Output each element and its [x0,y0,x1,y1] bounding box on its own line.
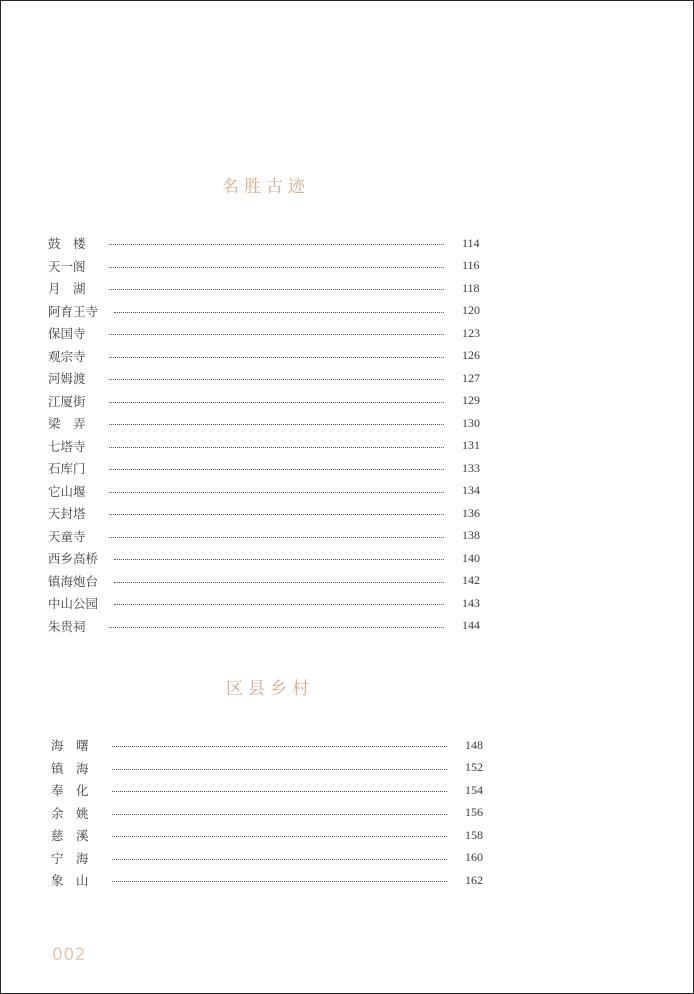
toc-entry[interactable] [51,824,491,847]
toc-dot-leader [109,267,444,268]
toc-entry[interactable] [48,367,488,390]
toc-list-scenic-sites [48,232,488,637]
toc-dot-leader [109,402,444,403]
toc-entry-label: 保国寺 [48,326,86,342]
toc-entry[interactable] [48,345,488,368]
toc-dot-leader [109,469,444,470]
toc-entry[interactable] [48,525,488,548]
toc-entry[interactable] [51,779,491,802]
toc-entry-page-number: 127 [462,370,480,385]
toc-entry[interactable] [48,570,488,593]
toc-entry-page-number: 129 [462,393,480,408]
toc-entry-label: 石库门 [48,461,86,477]
toc-entry-page-number: 136 [462,505,480,520]
toc-entry-label: 镇 海 [51,760,89,776]
toc-entry-page-number: 131 [462,438,480,453]
toc-entry-label: 月 湖 [48,281,86,297]
toc-entry-label: 海 曙 [51,738,89,754]
toc-entry-page-number: 123 [462,325,480,340]
toc-entry[interactable] [48,435,488,458]
toc-entry[interactable] [48,547,488,570]
toc-entry[interactable] [48,277,488,300]
toc-entry-label: 中山公园 [48,596,99,612]
toc-dot-leader [109,514,444,515]
toc-dot-leader [109,357,444,358]
toc-entry-label: 西乡高桥 [48,551,99,567]
toc-dot-leader [109,334,444,335]
toc-entry-page-number: 144 [462,618,480,633]
toc-entry[interactable] [48,322,488,345]
toc-entry-page-number: 126 [462,348,480,363]
toc-dot-leader [112,814,447,815]
toc-dot-leader [112,791,447,792]
toc-dot-leader [109,244,444,245]
toc-entry-label: 梁 弄 [48,416,86,432]
toc-entry[interactable] [48,412,488,435]
toc-entry-label: 宁 海 [51,850,89,866]
toc-dot-leader [109,447,444,448]
toc-entry-page-number: 154 [465,782,483,797]
toc-entry[interactable] [48,502,488,525]
toc-entry-label: 余 姚 [51,805,89,821]
toc-dot-leader [112,769,447,770]
toc-entry-page-number: 138 [462,528,480,543]
toc-entry-page-number: 130 [462,415,480,430]
toc-entry[interactable] [48,480,488,503]
toc-dot-leader [114,604,444,605]
toc-entry-label: 鼓 楼 [48,236,86,252]
toc-entry[interactable] [48,300,488,323]
toc-entry[interactable] [51,869,491,892]
toc-entry-label: 天封塔 [48,506,86,522]
toc-entry-label: 天童寺 [48,528,86,544]
toc-dot-leader [114,312,444,313]
page-number: 002 [52,945,86,965]
toc-entry-page-number: 140 [462,550,480,565]
toc-entry-page-number: 158 [465,827,483,842]
toc-entry-label: 它山堰 [48,483,86,499]
section-title-districts: 区县乡村 [226,679,314,699]
section-title-scenic-sites: 名胜古迹 [222,177,310,197]
toc-entry-label: 七塔寺 [48,438,86,454]
toc-entry-page-number: 156 [465,805,483,820]
toc-dot-leader [112,836,447,837]
toc-entry-page-number: 133 [462,460,480,475]
toc-entry[interactable] [51,802,491,825]
toc-entry-page-number: 116 [462,258,480,273]
toc-dot-leader [112,859,447,860]
toc-entry[interactable] [48,592,488,615]
toc-dot-leader [109,492,444,493]
toc-entry-page-number: 152 [465,760,483,775]
toc-entry[interactable] [48,457,488,480]
toc-dot-leader [112,881,447,882]
toc-entry-page-number: 120 [462,303,480,318]
toc-entry-label: 镇海炮台 [48,573,99,589]
toc-dot-leader [112,746,447,747]
toc-entry-label: 朱贵祠 [48,618,86,634]
toc-entry-label: 天一阁 [48,258,86,274]
toc-dot-leader [109,537,444,538]
toc-entry-page-number: 134 [462,483,480,498]
toc-entry-label: 江厦街 [48,393,86,409]
toc-entry-page-number: 148 [465,737,483,752]
toc-entry-label: 观宗寺 [48,348,86,364]
toc-entry-page-number: 118 [462,280,480,295]
toc-dot-leader [109,289,444,290]
toc-entry[interactable] [48,390,488,413]
toc-entry[interactable] [51,734,491,757]
toc-entry-page-number: 160 [465,850,483,865]
toc-entry-page-number: 142 [462,573,480,588]
toc-entry-label: 河姆渡 [48,371,86,387]
toc-entry[interactable] [51,757,491,780]
toc-entry-label: 慈 溪 [51,828,89,844]
toc-dot-leader [109,424,444,425]
toc-entry[interactable] [48,232,488,255]
toc-entry[interactable] [51,847,491,870]
toc-entry-label: 阿育王寺 [48,303,99,319]
toc-entry-page-number: 143 [462,595,480,610]
toc-entry[interactable] [48,615,488,638]
toc-entry-label: 象 山 [51,873,89,889]
toc-dot-leader [109,379,444,380]
toc-entry-page-number: 162 [465,872,483,887]
toc-entry-page-number: 114 [462,235,480,250]
toc-entry-label: 奉 化 [51,783,89,799]
toc-dot-leader [114,582,444,583]
toc-entry[interactable] [48,255,488,278]
toc-dot-leader [114,559,444,560]
toc-list-districts [51,734,491,892]
toc-dot-leader [109,627,444,628]
